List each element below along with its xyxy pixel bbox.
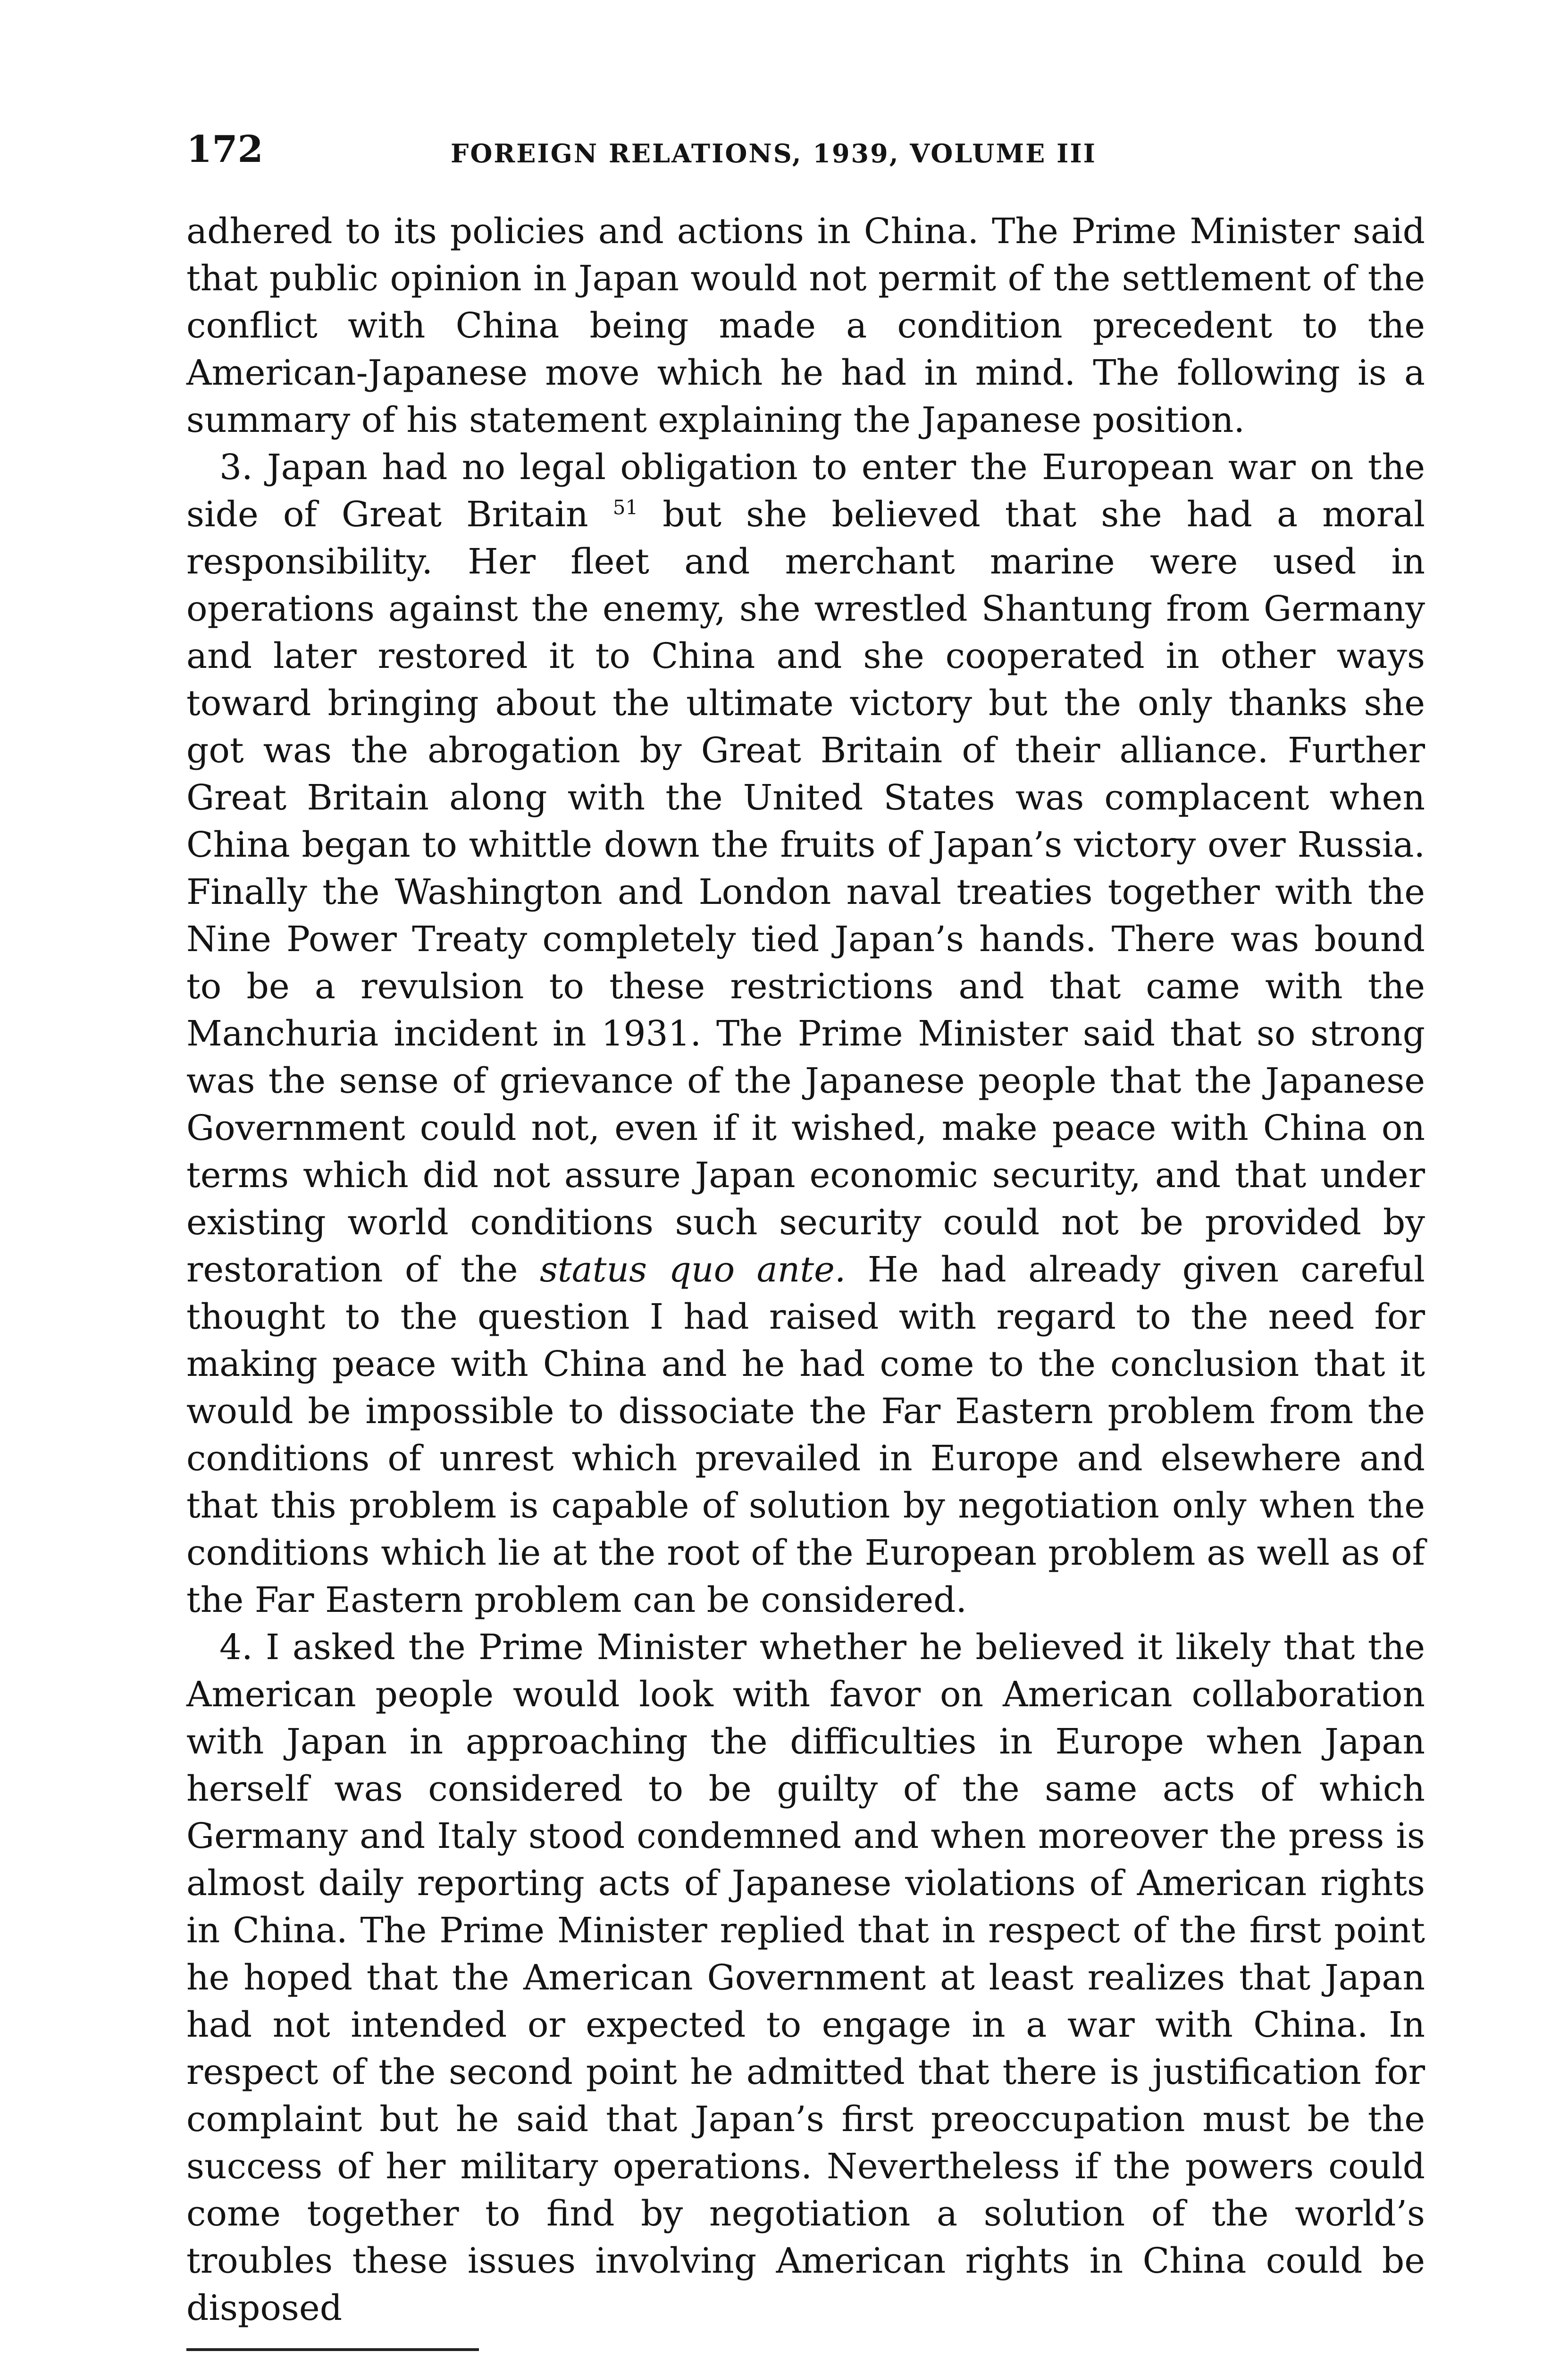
paragraph-3-text-end: He had already given careful thought to the question I had raised with regard to the need for making peace with China and he had come to the conclusion that it would be impossible to dissociate the Far Eastern problem from the conditions of unrest which prevailed in Europe and elsewhere and that this problem is capable of solution by negotiation only when the conditions which lie at the root of the European problem as well as of the Far Eastern problem can be considered.: [186, 1249, 1425, 1620]
latin-phrase: status quo ante.: [539, 1249, 846, 1290]
page-header: [186, 124, 1437, 176]
running-head: FOREIGN RELATIONS, 1939, VOLUME III: [451, 138, 1097, 169]
body-text: [186, 208, 1425, 2332]
paragraph-3-text-middle: but she believed that she had a moral responsibility. Her fleet and merchant marine were used in operations against the enemy, she wrestled Shantung from Germany and later restored it to China and she cooperated in other ways toward bringing about the ultimate victory but the only thanks she got was the abrogation by Great Britain of their alliance. Further Great Britain along with the United States was complacent when China began to whittle down the fruits of Japan’s victory over Russia. Finally the Washington and London naval treaties together with the Nine Power Treaty completely tied Japan’s hands. There was bound to be a revulsion to these restrictions and that came with the Manchuria incident in 1931. The Prime Minister said that so strong was the sense of grievance of the Japanese people that the Japanese Government could not, even if it wished, make peace with China on terms which did not assure Japan economic security, and that under existing world conditions such security could not be provided by restoration of the: [186, 494, 1425, 1290]
footnote-divider: [186, 2348, 479, 2351]
paragraph-continuation: adhered to its policies and actions in China. The Prime Minister said that public opinion in Japan would not permit of the settlement of the conflict with China being made a condition precedent to the American-Japanese move which he had in mind. The following is a summary of his statement explaining the Japanese position.: [186, 211, 1425, 440]
paragraph-item-3: [186, 444, 1425, 1624]
footnote-reference: 51: [612, 496, 638, 519]
paragraph-3-text-start: 3. Japan had no legal obligation to enter the European war on the side of Great Britain: [186, 447, 1425, 535]
paragraph-item-4: 4. I asked the Prime Minister whether he believed it likely that the American people would look with favor on American collaboration with Japan in approaching the difficulties in Europe when Japan herself was considered to be guilty of the same acts of which Germany and Italy stood condemned and when moreover the press is almost daily reporting acts of Japanese violations of American rights in China. The Prime Minister replied that in respect of the first point he hoped that the American Government at least realizes that Japan had not intended or expected to engage in a war with China. In respect of the second point he admitted that there is justification for complaint but he said that Japan’s first preoccupation must be the success of her military operations. Nevertheless if the powers could come together to find by negotiation a solution of the world’s troubles these issues involving American rights in China could be disposed: [186, 1627, 1425, 2328]
page-number: 172: [186, 128, 263, 171]
